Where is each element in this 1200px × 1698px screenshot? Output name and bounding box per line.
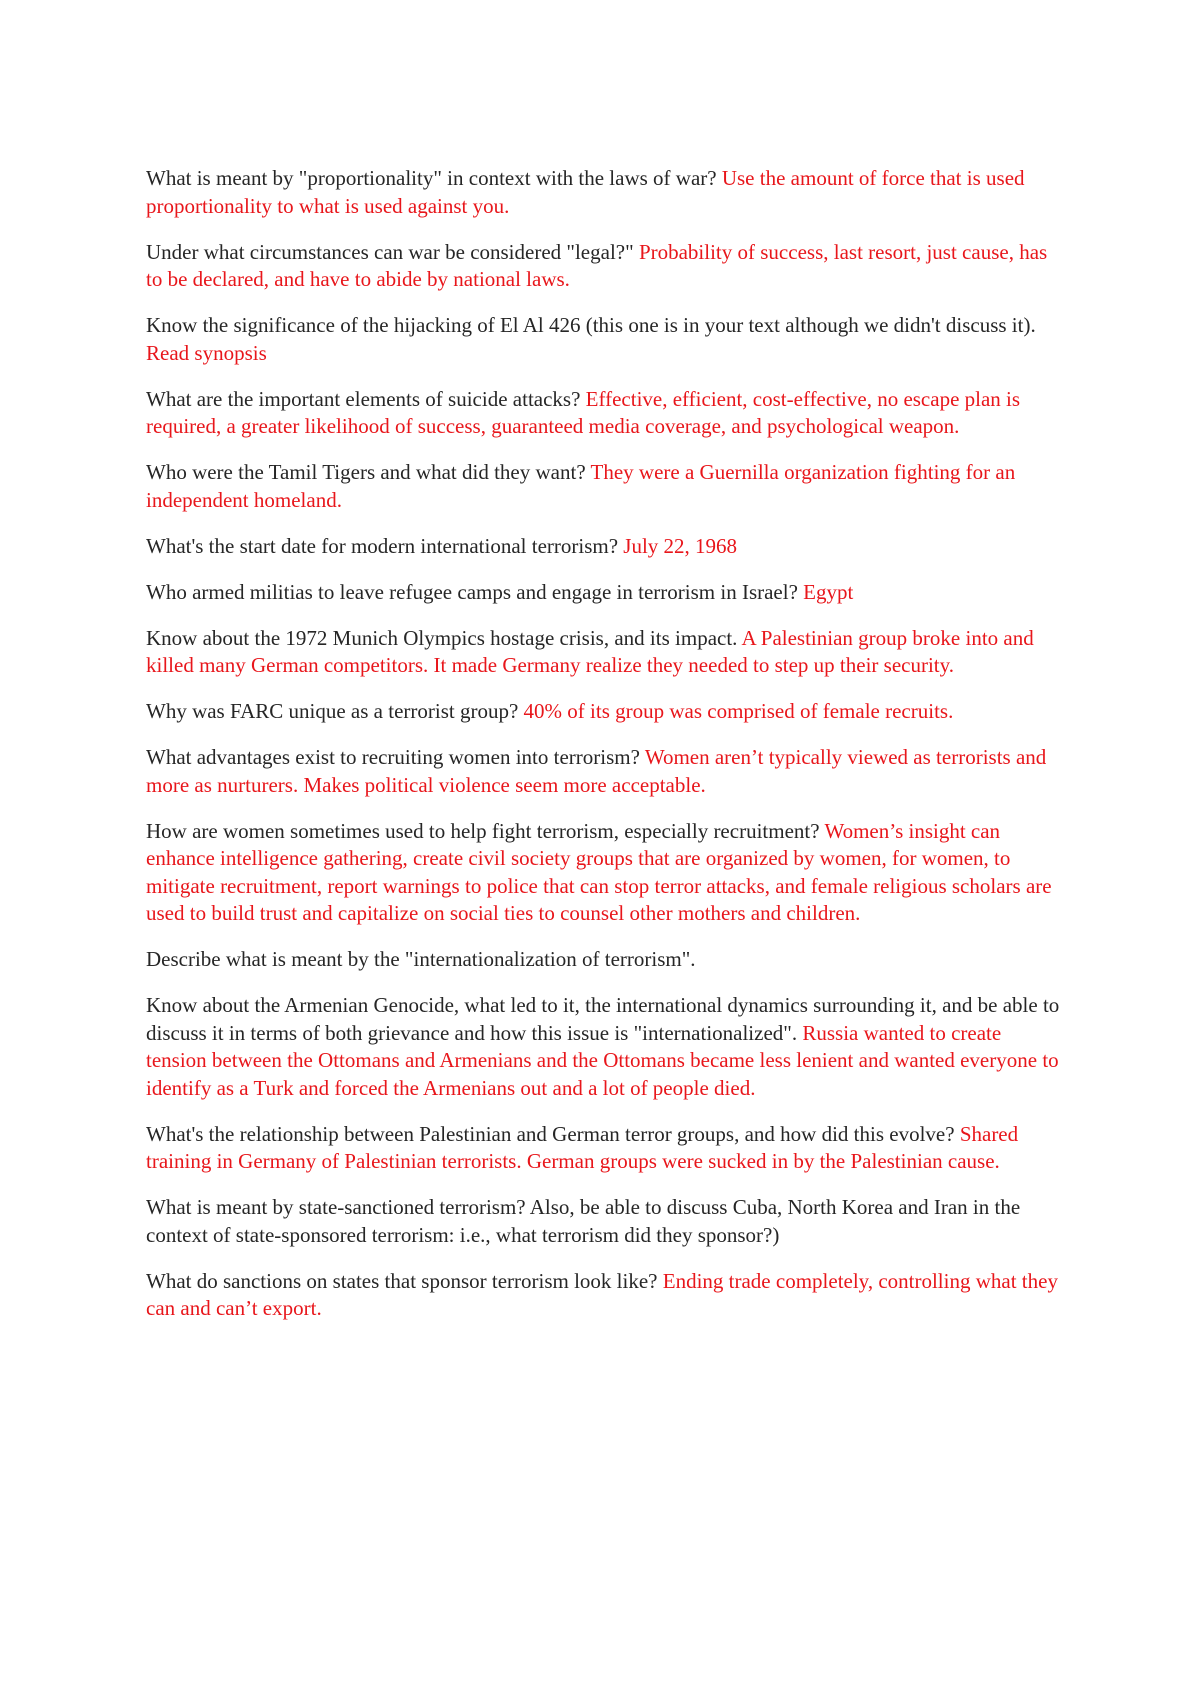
question-text: Know about the 1972 Munich Olympics hostage crisis, and its impact. — [146, 625, 738, 650]
question-text: What is meant by state-sanctioned terrorism? Also, be able to discuss Cuba, North Korea and Iran in the context of state-sponsored terrorism: i.e., what terrorism did they sponsor?) — [146, 1195, 1021, 1247]
question-text: How are women sometimes used to help fight terrorism, especially recruitment? — [146, 818, 820, 843]
qa-item — [146, 533, 1064, 561]
answer-text: Women aren’t typically viewed as terrorists and more as nurturers. Makes political violence seem more acceptable. — [146, 745, 1047, 797]
qa-item — [146, 312, 1064, 367]
qa-item — [146, 165, 1064, 220]
answer-text: They were a Guernilla organization fighting for an independent homeland. — [146, 460, 1016, 512]
answer-text: Ending trade completely, controlling what they can and can’t export. — [146, 1268, 1058, 1320]
question-text: What do sanctions on states that sponsor terrorism look like? — [146, 1268, 658, 1293]
question-text: Under what circumstances can war be considered "legal?" — [146, 239, 634, 264]
qa-item — [146, 625, 1064, 680]
qa-item — [146, 992, 1064, 1102]
question-text: Why was FARC unique as a terrorist group? — [146, 699, 519, 723]
qa-item — [146, 239, 1064, 294]
question-text: Who armed militias to leave refugee camps and engage in terrorism in Israel? — [146, 579, 798, 604]
answer-text: 40% of its group was comprised of female recruits. — [523, 699, 954, 723]
question-text: Know about the Armenian Genocide, what led to it, the international dynamics surrounding it, and be able to discuss it in terms of both grievance and how this issue is "internationalized". — [146, 993, 1060, 1045]
answer-text: Egypt — [803, 579, 854, 604]
qa-item — [146, 459, 1064, 514]
question-text: What is meant by "proportionality" in context with the laws of war? — [146, 166, 717, 190]
answer-text: A Palestinian group broke into and killed many German competitors. It made Germany realize they needed to step up their security. — [146, 625, 1034, 677]
qa-item — [146, 1268, 1064, 1323]
question-text: What are the important elements of suicide attacks? — [146, 386, 581, 411]
qa-item — [146, 1194, 1064, 1249]
qa-item — [146, 818, 1064, 928]
qa-item — [146, 386, 1064, 441]
answer-text: Russia wanted to create tension between the Ottomans and Armenians and the Ottomans became less lenient and wanted everyone to identify as a Turk and forced the Armenians out and a lot of people died. — [146, 1020, 1059, 1100]
answer-text: Probability of success, last resort, just cause, has to be declared, and have to abide by national laws. — [146, 239, 1048, 291]
question-text: What's the start date for modern international terrorism? — [146, 533, 619, 558]
answer-text: July 22, 1968 — [623, 533, 738, 558]
document-body — [146, 165, 1064, 1341]
answer-text: Read synopsis — [146, 340, 267, 365]
qa-item — [146, 744, 1064, 799]
question-text: Know the significance of the hijacking of El Al 426 (this one is in your text although we didn't discuss it). — [146, 313, 1036, 337]
qa-item — [146, 1121, 1064, 1176]
question-text: What advantages exist to recruiting women into terrorism? — [146, 745, 640, 769]
qa-item — [146, 698, 1064, 726]
question-text: Who were the Tamil Tigers and what did they want? — [146, 460, 586, 484]
answer-text: Women’s insight can enhance intelligence gathering, create civil society groups that are organized by women, for women, to mitigate recruitment, report warnings to police that can stop terror attacks, and female religious scholars are used to build trust and capitalize on social ties to counsel other mothers and children. — [146, 818, 1052, 925]
answer-text: Shared training in Germany of Palestinian terrorists. German groups were sucked in by the Palestinian cause. — [146, 1121, 1019, 1173]
answer-text: Use the amount of force that is used proportionality to what is used against you. — [146, 166, 1025, 218]
question-text: What's the relationship between Palestinian and German terror groups, and how did this evolve? — [146, 1121, 955, 1146]
question-text: Describe what is meant by the "internationalization of terrorism". — [146, 947, 696, 971]
answer-text: Effective, efficient, cost-effective, no escape plan is required, a greater likelihood of success, guaranteed media coverage, and psychological weapon. — [146, 386, 1021, 438]
qa-item — [146, 946, 1064, 974]
qa-item — [146, 579, 1064, 607]
